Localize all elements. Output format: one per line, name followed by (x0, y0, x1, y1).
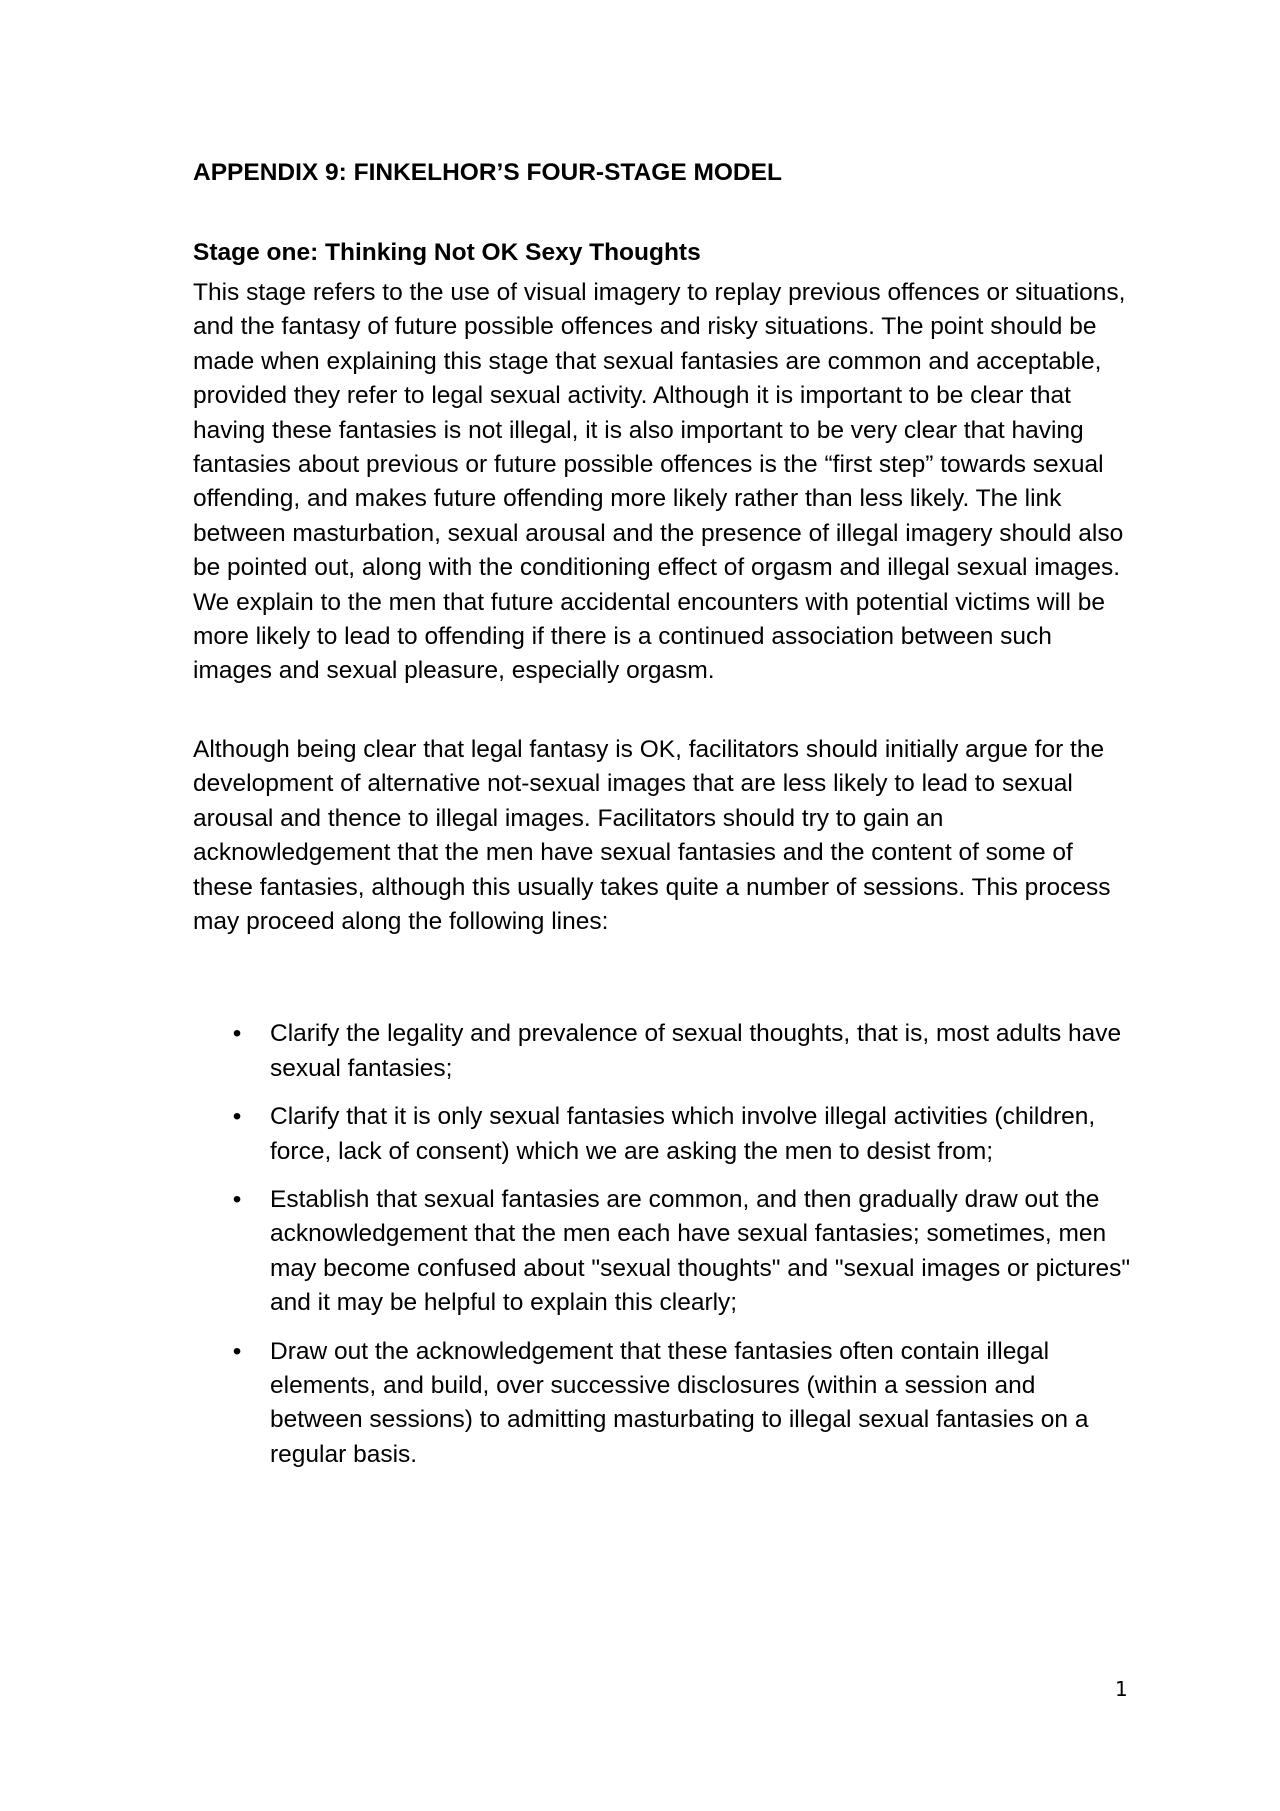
list-item (193, 1183, 1133, 1321)
list-item (193, 1017, 1133, 1086)
bullet-icon: • (232, 1337, 242, 1365)
list-item (193, 1335, 1133, 1473)
list-item-text: Clarify the legality and prevalence of sexual thoughts, that is, most adults have sexual fantasies; (270, 1020, 1122, 1082)
bullet-icon: • (232, 1103, 242, 1131)
bullet-icon: • (232, 1020, 242, 1048)
stage-heading: Stage one: Thinking Not OK Sexy Thoughts (193, 239, 701, 266)
bullet-list (193, 1017, 1133, 1472)
list-item (193, 1100, 1133, 1169)
body-paragraph: Although being clear that legal fantasy is OK, facilitators should initially argue for the development of alternative not-sexual images that are less likely to lead to sexual arousal and thence to illegal images. Facilitators should try to gain an acknowledgement that the men have sexual fantasies and the content of some of these fantasies, although this usually takes quite a number of sessions. This process may proceed along the following lines: (193, 735, 1111, 935)
page-content (193, 156, 1133, 1486)
appendix-title: APPENDIX 9: FINKELHOR’S FOUR-STAGE MODEL (193, 159, 782, 186)
list-item-text: Establish that sexual fantasies are common, and then gradually draw out the acknowledgement that the men each have sexual fantasies; sometimes, men may become confused about "sexual thoughts" and "sexual images or pictures" and it may be helpful to explain this clearly; (270, 1185, 1131, 1317)
list-item-text: Draw out the acknowledgement that these fantasies often contain illegal elements, and build, over successive disclosures (within a session and between sessions) to admitting masturbating to illegal sexual fantasies on a regular basis. (270, 1337, 1089, 1468)
bullet-icon: • (232, 1185, 242, 1213)
list-item-text: Clarify that it is only sexual fantasies which involve illegal activities (children, force, lack of consent) which we are asking the men to desist from; (270, 1103, 1096, 1165)
body-paragraph: This stage refers to the use of visual imagery to replay previous offences or situations, and the fantasy of future possible offences and risky situations. The point should be made when explaining this stage that sexual fantasies are common and acceptable, provided they refer to legal sexual activity. Although it is important to be clear that having these fantasies is not illegal, it is also important to be very clear that having fantasies about previous or future possible offences is the “first step” towards sexual offending, and makes future offending more likely rather than less likely. The link between masturbation, sexual arousal and the presence of illegal imagery should also be pointed out, along with the conditioning effect of orgasm and illegal sexual images. We explain to the men that future accidental encounters with potential victims will be more likely to lead to offending if there is a continued association between such images and sexual pleasure, especially orgasm. (193, 279, 1126, 685)
page-number: 1 (1115, 1677, 1128, 1701)
